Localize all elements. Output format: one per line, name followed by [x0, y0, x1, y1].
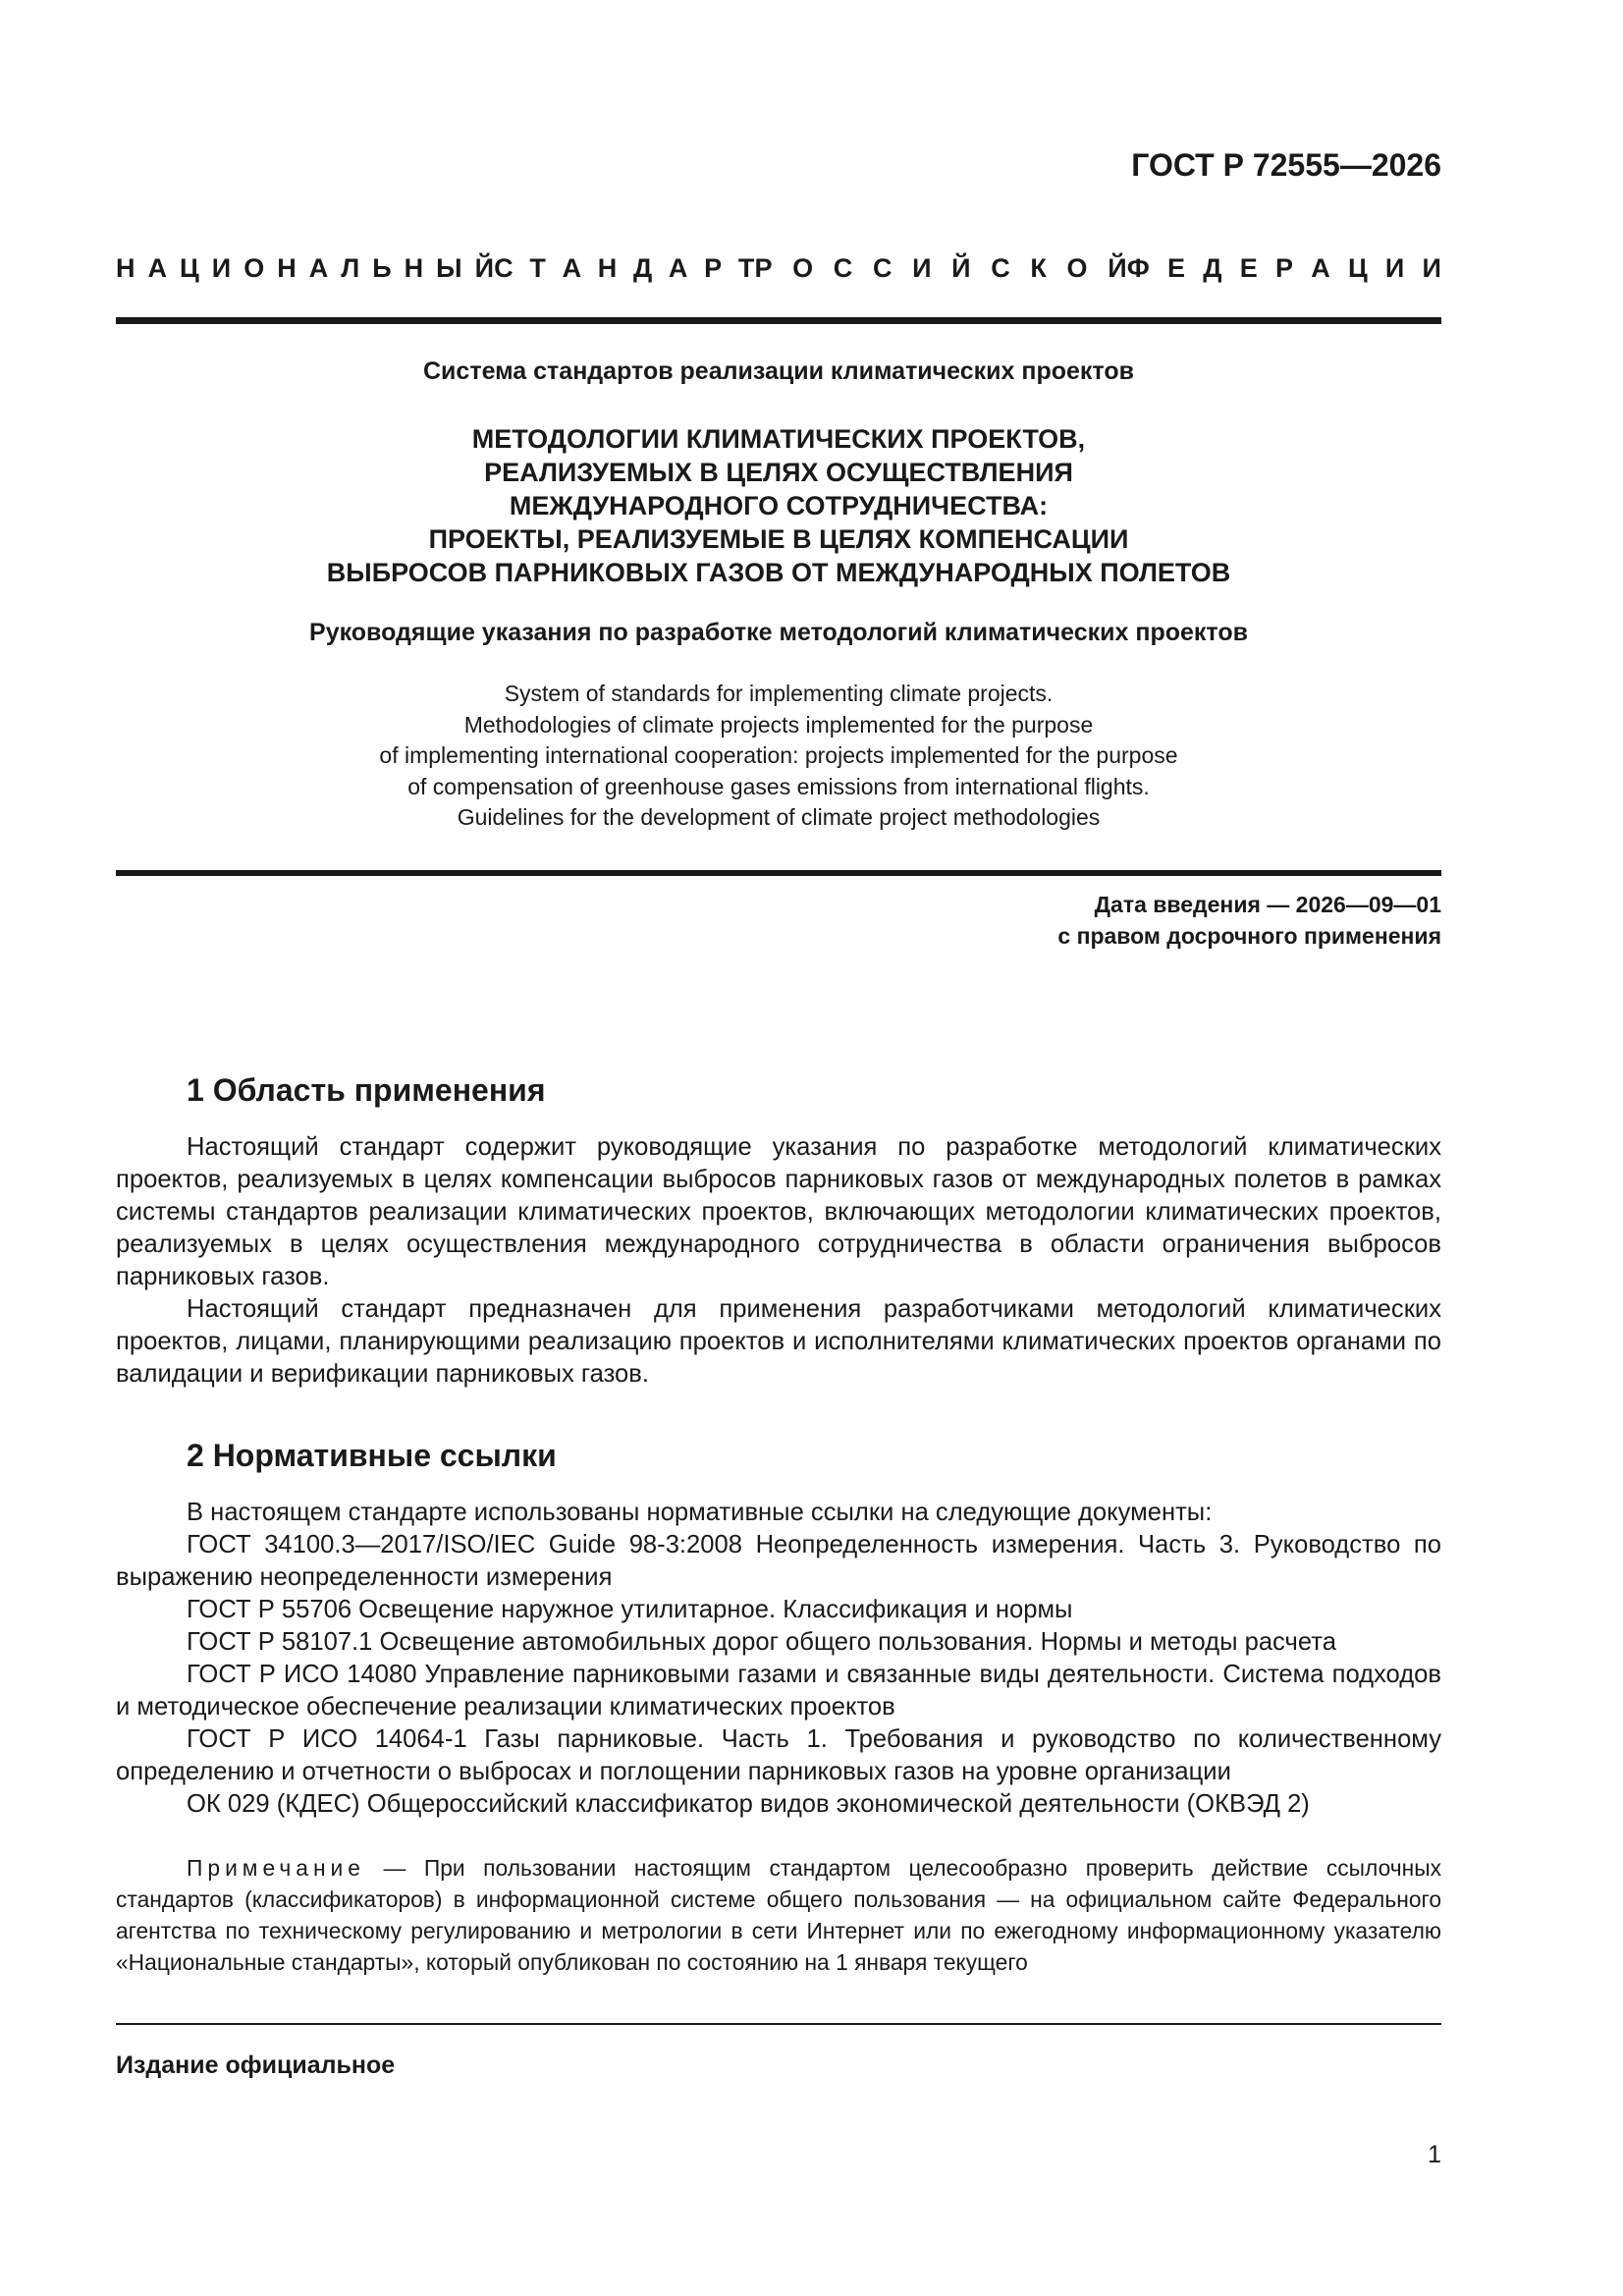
- english-title-line: of compensation of greenhouse gases emissions from international flights.: [407, 773, 1150, 799]
- banner-word: С Т А Н Д А Р Т: [494, 253, 755, 283]
- national-standard-banner: [116, 250, 1441, 286]
- reference-item: ГОСТ Р ИСО 14064-1 Газы парниковые. Часть 1. Требования и руководство по количественному определению и отчетности о выбросах и поглощении парниковых газов на уровне организации: [116, 1725, 1441, 1785]
- paragraph: Настоящий стандарт предназначен для применения разработчиками методологий климатических проектов, лицами, планирующими реализацию проектов и исполнителями климатических проектов органами по валидации и верификации парниковых газов.: [116, 1295, 1441, 1388]
- reference-item: ГОСТ Р ИСО 14080 Управление парниковыми газами и связанные виды деятельности. Система подходов и методическое обеспечение реализации климатических проектов: [116, 1661, 1441, 1721]
- main-title-line: ПРОЕКТЫ, РЕАЛИЗУЕМЫЕ В ЦЕЛЯХ КОМПЕНСАЦИИ: [428, 524, 1129, 554]
- english-title-line: Guidelines for the development of climate project methodologies: [457, 804, 1101, 830]
- english-title-line: of implementing international cooperation: projects implemented for the purpose: [379, 742, 1178, 768]
- main-title-line: МЕТОДОЛОГИИ КЛИМАТИЧЕСКИХ ПРОЕКТОВ,: [471, 424, 1086, 454]
- main-title-line: МЕЖДУНАРОДНОГО СОТРУДНИЧЕСТВА:: [509, 491, 1049, 520]
- english-title-line: System of standards for implementing climate projects.: [504, 681, 1054, 706]
- english-title-line: Methodologies of climate projects implemented for the purpose: [463, 711, 1094, 738]
- page-number: 1: [1428, 2141, 1441, 2168]
- main-title-line: РЕАЛИЗУЕМЫХ В ЦЕЛЯХ ОСУЩЕСТВЛЕНИЯ: [484, 458, 1073, 487]
- guidance-subtitle: Руководящие указания по разработке методологий климатических проектов: [309, 619, 1248, 646]
- section-heading: 1 Область применения: [187, 1072, 546, 1108]
- footer-rule: [116, 2023, 1441, 2025]
- references-intro: В настоящем стандарте использованы нормативные ссылки на следующие документы:: [187, 1499, 1213, 1526]
- banner-word: Н А Ц И О Н А Л Ь Н Ы Й: [116, 253, 495, 283]
- banner-word: Ф Е Д Е Р А Ц И И: [1126, 253, 1441, 283]
- reference-item: ГОСТ 34100.3—2017/ISO/IEC Guide 98-3:2008 Неопределенность измерения. Часть 3. Руководство по выражению неопределенности измерения: [116, 1531, 1441, 1591]
- note-label: Примечание: [187, 1855, 365, 1881]
- section-1-body: [116, 1131, 1441, 1391]
- main-title: [116, 422, 1441, 589]
- section-2-body: [116, 1497, 1441, 1821]
- reference-item: ГОСТ Р 58107.1 Освещение автомобильных дорог общего пользования. Нормы и методы расчета: [187, 1628, 1336, 1656]
- note: [116, 1852, 1441, 1978]
- reference-item: ГОСТ Р 55706 Освещение наружное утилитарное. Классификация и нормы: [187, 1596, 1073, 1623]
- reference-item: ОК 029 (КДЕС) Общероссийский классификатор видов экономической деятельности (ОКВЭД 2): [187, 1790, 1310, 1818]
- system-of-standards-line: Система стандартов реализации климатических проектов: [423, 357, 1134, 385]
- section-1-heading-wrap: [187, 1070, 1441, 1110]
- introduction-date-block: [116, 889, 1441, 952]
- introduction-date: Дата введения — 2026—09—01: [1094, 892, 1441, 917]
- document-number: ГОСТ Р 72555—2026: [1131, 147, 1441, 183]
- official-edition: Издание официальное: [116, 2051, 396, 2079]
- section-2-heading-wrap: [187, 1436, 1441, 1475]
- note-text: — При пользовании настоящим стандартом целесообразно проверить действие ссылочных стандартов (классификаторов) в информационной системе общего пользования — на официальном сайте Федерального агентства по техническому регулированию и метрологии в сети Интернет или по ежегодному информационному указателю «Национальные стандарты», который опубликован по состоянию на 1 января текущего: [116, 1855, 1441, 1975]
- early-application-note: с правом досрочного применения: [1057, 923, 1441, 949]
- english-title: [116, 679, 1441, 834]
- section-heading: 2 Нормативные ссылки: [187, 1438, 557, 1473]
- paragraph: Настоящий стандарт содержит руководящие указания по разработке методологий климатических проектов, реализуемых в целях компенсации выбросов парниковых газов от международных полетов в рамках системы стандартов реализации климатических проектов, включающих методологии климатических проектов, реализуемых в целях осуществления международного сотрудничества в области ограничения выбросов парниковых газов.: [116, 1133, 1441, 1290]
- main-title-line: ВЫБРОСОВ ПАРНИКОВЫХ ГАЗОВ ОТ МЕЖДУНАРОДНЫХ ПОЛЕТОВ: [326, 558, 1231, 587]
- header-rule: [116, 317, 1441, 324]
- banner-word: Р О С С И Й С К О Й: [754, 253, 1127, 283]
- title-block-rule: [116, 870, 1441, 876]
